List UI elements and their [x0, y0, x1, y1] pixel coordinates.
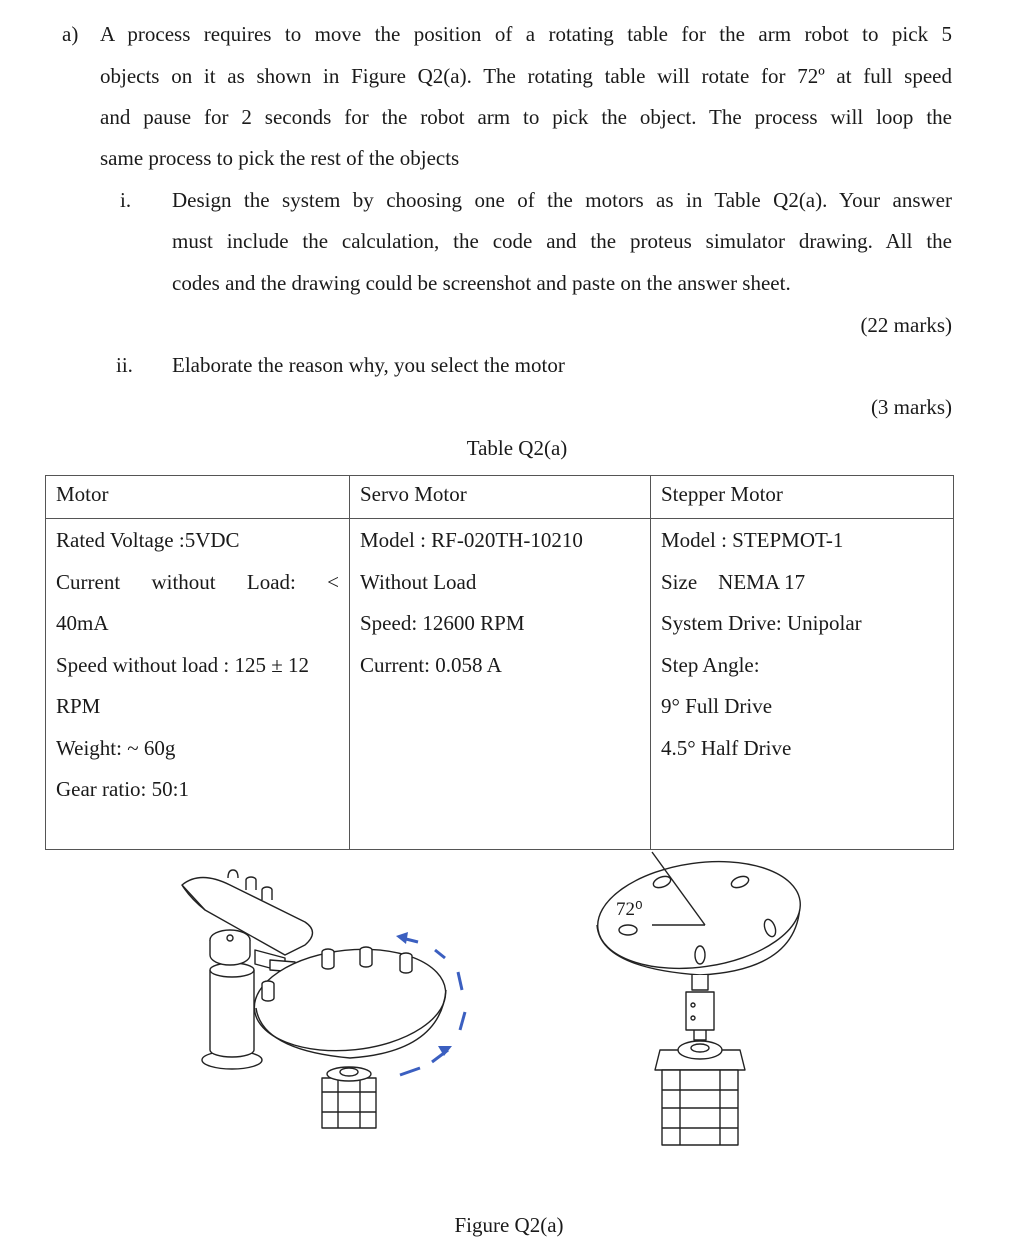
- gear-ratio: Gear ratio: 50:1: [56, 777, 189, 801]
- dc-motor-cell: [46, 519, 350, 850]
- word: without: [151, 569, 216, 594]
- table-body-row: [46, 519, 954, 850]
- question-line-4: same process to pick the rest of the objects: [100, 146, 460, 170]
- servo-model: Model : RF-020TH-10210: [360, 528, 583, 552]
- stepper-step-angle: Step Angle:: [661, 652, 760, 677]
- stepper-half-drive: 4.5° Half Drive: [661, 735, 792, 760]
- current-value: 40mA: [56, 611, 109, 635]
- motor-table: [45, 475, 954, 850]
- angle-label: 72⁰: [616, 899, 643, 920]
- word: Load:: [246, 569, 296, 594]
- part-i-line-1: Design the system by choosing one of the motors as in Table Q2(a). Your answer: [172, 188, 952, 212]
- table-header-row: [46, 476, 954, 519]
- part-ii-line-1: Elaborate the reason why, you select the motor: [172, 353, 565, 377]
- stepper-drive: System Drive: Unipolar: [661, 611, 862, 635]
- stepper-size: Size NEMA 17: [661, 569, 806, 594]
- weight: Weight: ~ 60g: [56, 735, 176, 760]
- figure-caption: Figure Q2(a): [454, 1213, 564, 1237]
- speed-unit: RPM: [56, 694, 101, 718]
- part-i-line-2: must include the calculation, the code and the proteus simulator drawing. All the: [172, 229, 952, 253]
- header-servo: Servo Motor: [350, 476, 651, 519]
- stepper-model: Model : STEPMOT-1: [661, 528, 844, 552]
- header-stepper: Stepper Motor: [651, 476, 954, 519]
- servo-load: Without Load: [360, 569, 477, 594]
- servo-speed: Speed: 12600 RPM: [360, 611, 525, 635]
- part-i-line-3: codes and the drawing could be screenshot and paste on the answer sheet.: [172, 271, 791, 295]
- figure-q2a: [0, 840, 1022, 1248]
- question-line-2: objects on it as shown in Figure Q2(a). The rotating table will rotate for 72º at full speed: [100, 64, 952, 88]
- current-without-load: [56, 567, 339, 609]
- question-line-3: and pause for 2 seconds for the robot arm to pick the object. The process will loop the: [100, 105, 952, 129]
- stepper-cell: [651, 519, 954, 850]
- servo-current: Current: 0.058 A: [360, 652, 502, 677]
- rated-voltage: Rated Voltage :5VDC: [56, 528, 240, 552]
- word: Current: [56, 569, 121, 594]
- question-line-1: A process requires to move the position of a rotating table for the arm robot to pick 5: [100, 22, 952, 46]
- part-ii-marks: (3 marks): [870, 395, 952, 419]
- stepper-disk-illustration: [591, 849, 807, 1145]
- word: <: [327, 569, 339, 594]
- robot-arm-illustration: [182, 870, 451, 1128]
- part-i-marks: (22 marks): [860, 313, 952, 337]
- table-caption: Table Q2(a): [466, 436, 568, 460]
- header-motor: Motor: [46, 476, 350, 519]
- question-label: a): [62, 22, 79, 46]
- servo-cell: [350, 519, 651, 850]
- part-ii-label: ii.: [116, 353, 133, 377]
- part-i-label: i.: [120, 188, 132, 212]
- stepper-full-drive: 9° Full Drive: [661, 694, 773, 718]
- speed-without-load: Speed without load : 125 ± 12: [56, 652, 310, 677]
